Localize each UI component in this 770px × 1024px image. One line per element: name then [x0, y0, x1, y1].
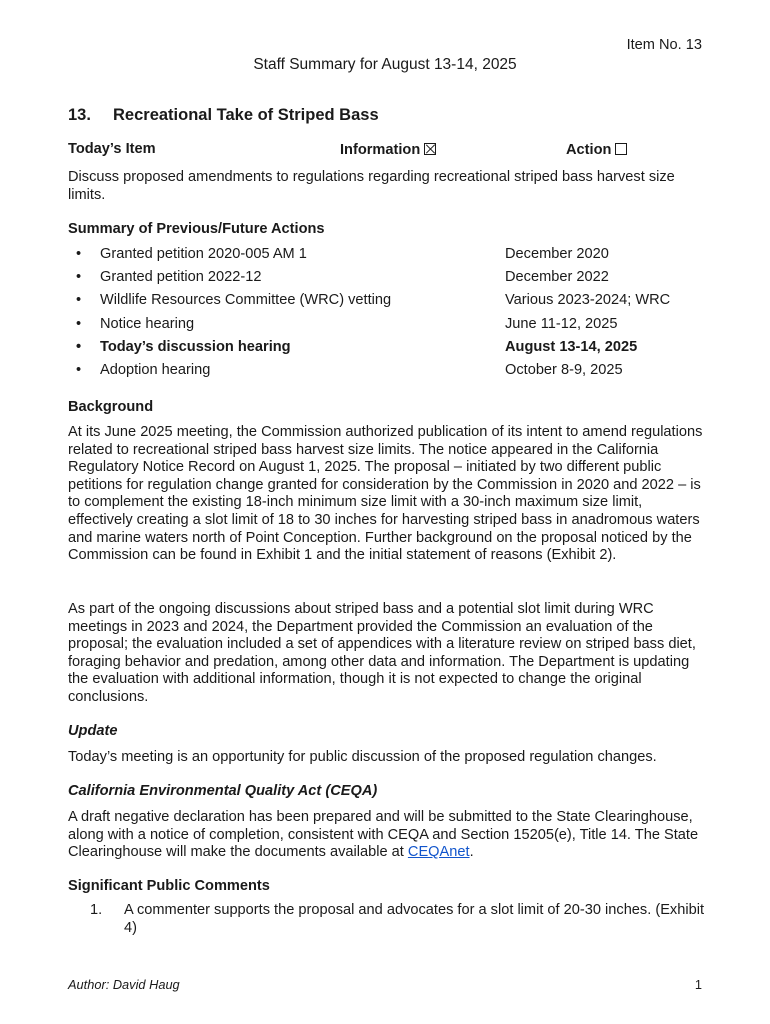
ceqa-text-end: .	[469, 844, 474, 861]
ceqa-text: A draft negative declaration has been prepared and will be submitted to the State Clearinghouse, along with a notice of completion, consistent with CEQA and Section 15205(e), Title 14. The State Clearinghouse will make the documents available at	[68, 809, 699, 861]
action-row	[68, 362, 708, 385]
section-title: Recreational Take of Striped Bass	[113, 106, 379, 124]
footer-author: Author: David Haug	[68, 977, 180, 992]
action-label: Action	[566, 142, 612, 158]
update-heading: Update	[68, 723, 118, 739]
comment-text: A commenter supports the proposal and advocates for a slot limit of 20-30 inches. (Exhibit 4)	[124, 902, 704, 936]
staff-summary-title: Staff Summary for August 13-14, 2025	[253, 56, 517, 73]
checked-box-icon	[424, 143, 436, 155]
action-option	[566, 142, 627, 158]
bullet-icon: •	[76, 338, 82, 355]
ceqa-heading: California Environmental Quality Act (CEQA)	[68, 783, 378, 799]
action-row	[68, 246, 708, 269]
intro-paragraph: Discuss proposed amendments to regulations regarding recreational striped bass harvest size limits.	[68, 169, 675, 203]
action-row-date: August 13-14, 2025	[505, 338, 638, 355]
action-row-date: June 11-12, 2025	[505, 315, 618, 332]
information-label: Information	[340, 142, 421, 158]
todays-item-label: Today’s Item	[68, 141, 156, 157]
action-row-date: October 8-9, 2025	[505, 361, 623, 378]
action-row-date: December 2022	[505, 269, 609, 286]
bullet-icon: •	[76, 269, 82, 286]
action-row-date: December 2020	[505, 246, 609, 262]
action-row-label: Notice hearing	[100, 315, 195, 332]
bullet-icon: •	[76, 292, 82, 309]
item-number: Item No. 13	[626, 37, 702, 53]
action-row-label: Adoption hearing	[100, 361, 211, 378]
page-number: 1	[694, 977, 702, 992]
action-row	[68, 316, 708, 339]
summary-heading: Summary of Previous/Future Actions	[68, 221, 325, 237]
comments-heading: Significant Public Comments	[68, 878, 270, 894]
background-heading: Background	[68, 399, 154, 415]
action-row-label: Wildlife Resources Committee (WRC) vetting	[100, 292, 392, 309]
bullet-icon: •	[76, 361, 82, 378]
bullet-icon: •	[76, 315, 82, 332]
update-paragraph: Today’s meeting is an opportunity for public discussion of the proposed regulation changes.	[68, 749, 657, 765]
action-row	[68, 292, 708, 315]
information-option	[340, 142, 436, 158]
bullet-icon: •	[76, 246, 82, 262]
action-row-date: Various 2023-2024; WRC	[505, 292, 671, 309]
ceqa-paragraph	[68, 809, 708, 862]
action-row-label: Granted petition 2022-12	[100, 269, 262, 286]
action-row	[68, 269, 708, 292]
background-paragraph-2: As part of the ongoing discussions about striped bass and a potential slot limit during WRC meetings in 2023 and 2024, the Department provided the Commission an evaluation of the proposal; the evaluation included a set of appendices with a literature review on striped bass diet, foraging behavior and predation, among other data and information. The Department is updating the evaluation with additional information, though it is not expected to change the original conclusions.	[68, 601, 696, 705]
action-row-current	[68, 339, 708, 362]
ceqanet-link[interactable]: CEQAnet	[407, 844, 470, 861]
action-row-label: Granted petition 2020-005 AM 1	[100, 246, 307, 262]
background-paragraph-1: At its June 2025 meeting, the Commission authorized publication of its intent to amend regulations related to recreational striped bass harvest size limits. The notice appeared in the California Regulatory Notice Record on August 1, 2025. The proposal – initiated by two different public petitions for regulation change granted for consideration by the Commission in 2020 and 2022 – is to complement the existing 18-inch minimum size limit with a 30-inch maximum size limit, effectively creating a slot limit of 18 to 30 inches for harvesting striped bass in anadromous waters and marine waters north of Point Conception. Further background on the proposal noticed by the Commission can be found in Exhibit 1 and the initial statement of reasons (Exhibit 2).	[68, 424, 703, 564]
unchecked-box-icon	[615, 143, 627, 155]
comment-number: 1.	[90, 902, 103, 918]
section-number: 13.	[68, 106, 91, 124]
actions-list	[68, 246, 708, 385]
action-row-label: Today’s discussion hearing	[100, 338, 291, 355]
